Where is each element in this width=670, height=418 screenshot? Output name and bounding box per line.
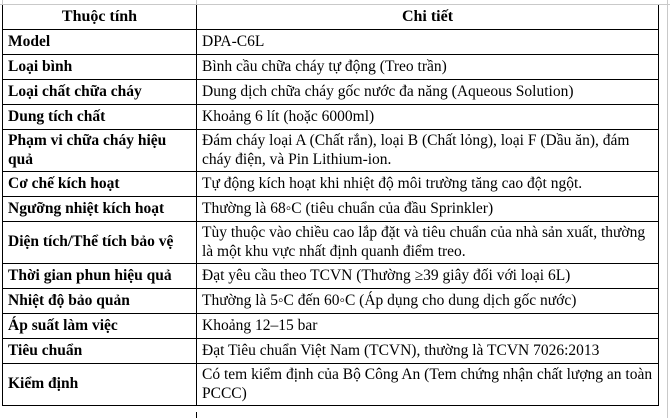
table-row [3,54,659,79]
attr-cell: Phạm vi chữa cháy hiệu quả [3,129,197,171]
table-row [3,263,659,288]
attr-cell: Nhiệt độ bảo quản [3,288,197,313]
detail-cell: Khoảng 6 lít (hoặc 6000ml) [197,104,659,129]
attr-cell: Áp suất làm việc [3,313,197,338]
column-header-detail: Chi tiết [197,5,659,29]
table-row [3,104,659,129]
detail-cell: Có tem kiểm định của Bộ Công An (Tem chứng nhận chất lượng an toàn PCCC) [197,363,659,405]
attr-cell: Diện tích/Thể tích bảo vệ [3,221,197,263]
gridline-vertical-right [667,0,668,418]
table-row [3,313,659,338]
table-row [3,221,659,263]
divider-bottom-stub [196,412,197,418]
table-row [3,129,659,171]
detail-cell: Đám cháy loại A (Chất rắn), loại B (Chất lỏng), loại F (Dầu ăn), đám cháy điện, và Pin Lithium-ion. [197,129,659,171]
attr-cell: Kiểm định [3,363,197,405]
detail-cell: Dung dịch chữa cháy gốc nước đa năng (Aqueous Solution) [197,79,659,104]
detail-cell: Thường là 68◦C (tiêu chuẩn của đầu Sprinkler) [197,196,659,221]
attr-cell: Dung tích chất [3,104,197,129]
detail-cell: Thường là 5◦C đến 60◦C (Áp dụng cho dung dịch gốc nước) [197,288,659,313]
gridline-vertical-left-stub [2,0,3,4]
attr-cell: Cơ chế kích hoạt [3,171,197,196]
table-row [3,79,659,104]
table-row [3,338,659,363]
detail-cell: DPA-C6L [197,29,659,54]
attr-cell: Loại chất chữa cháy [3,79,197,104]
detail-cell: Khoảng 12–15 bar [197,313,659,338]
spec-table [2,5,659,406]
detail-cell: Đạt yêu cầu theo TCVN (Thường ≥39 giây đối với loại 6L) [197,263,659,288]
gridline-vertical-divider-stub [196,0,197,4]
table-row [3,29,659,54]
header-row [3,5,659,29]
attr-cell: Model [3,29,197,54]
attr-cell: Thời gian phun hiệu quả [3,263,197,288]
table-row [3,196,659,221]
attr-cell: Ngưỡng nhiệt kích hoạt [3,196,197,221]
table-row [3,363,659,405]
detail-cell: Bình cầu chữa cháy tự động (Treo trần) [197,54,659,79]
table-row [3,171,659,196]
detail-cell: Tự động kích hoạt khi nhiệt độ môi trường tăng cao đột ngột. [197,171,659,196]
attr-cell: Loại bình [3,54,197,79]
table-row [3,288,659,313]
detail-cell: Đạt Tiêu chuẩn Việt Nam (TCVN), thường là TCVN 7026:2013 [197,338,659,363]
spec-table-body [3,29,659,405]
column-header-attribute: Thuộc tính [3,5,197,29]
detail-cell: Tùy thuộc vào chiều cao lắp đặt và tiêu chuẩn của nhà sản xuất, thường là một khu vực nhất định quanh điểm treo. [197,221,659,263]
attr-cell: Tiêu chuẩn [3,338,197,363]
